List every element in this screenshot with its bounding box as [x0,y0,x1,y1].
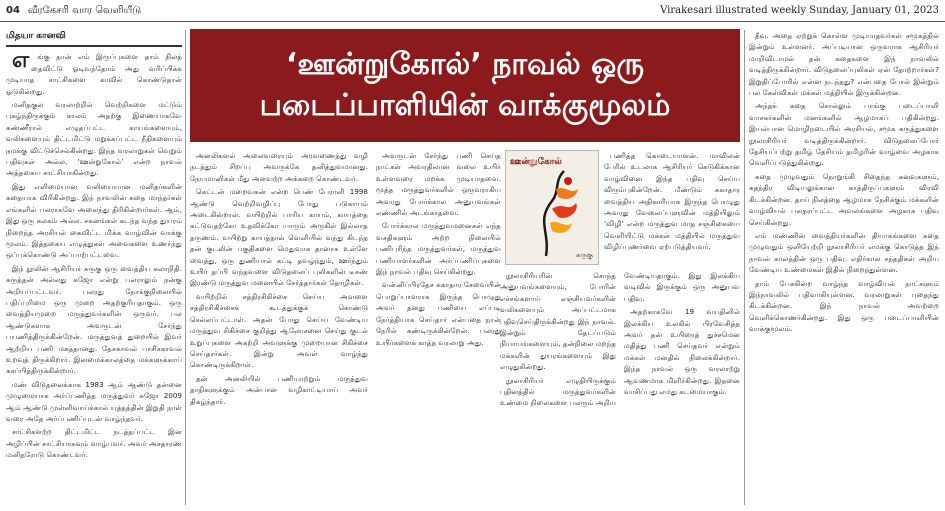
masthead-left [6,5,141,17]
column-divider [185,30,186,505]
masthead [0,0,945,22]
book-cover-title: ஊன்றுகோல் [510,157,562,167]
paragraph: போர்க்கால மருத்துவமனைகள் எந்த வசதிகளும் அற்ற நிலையில் பணிபுரிந்த மருத்துவர்கள், மருத்துவ பணியாளர்களின் அர்ப்பணிப்புகளை இந் நாவல் பதிவு செய்கின்றது. [376,221,501,277]
paragraph: அனலிகளல் அலைவரையும் அரவணைத்து வழி நடத்தும் சிறப்பு அவருக்கே தனித்துவமானது. நேயமானிகள் மீது அளவற்ற அக்கறை கொண்டவர். [190,151,368,183]
article-column-3 [376,150,501,505]
book-cover-image [505,150,599,265]
paragraph: சாட்சிகளற்ற திட்டமிட்ட நடத்தப்பட்ட இன அழிப்பின் சாட்சியாகவும் வாழ்பவர். அவர் அசதாரண மனிதரோடு கொண்டவர். [6,427,182,460]
article-column-1 [6,30,182,508]
paragraph: தன் அனலியில் பணியாற்றும் மருத்துவ தாதிகளுக்கும் அன்பான வழிகாட்டியாய் அவர் திகழ்ந்தார். [190,373,368,406]
paragraph: பணித்த கொடையாளன். மாவிலன் பேரில் உடலாக ஆசிரியர் கெடுகிக்கான வாழ்வினை இந்த பதிவு செய்ய விரும்புகின்றேன். மீண்டும் சுகாதார வைத்திய அதிகாரியாக இருந்த பொழுது அவரது வேலைப்பளுவின் மத்தியிலும் ‘விழி’ என்ற மருத்துவ மாத சஞ்சிகையை வெளியிட்டு மக்கள் மத்தியில் மருத்துவ விழிப்புணர்வை ஏற்படுத்தியவர். [604,151,740,252]
section-name: வீரகேசரி வார வெளியீடு [27,4,142,16]
byline: மிதயா கானவி [6,30,182,47]
article-column-4 [604,150,740,262]
paragraph: மண் விடுதலைக்காக 1983 ஆம் ஆண்டு தன்னை முழுமையாக அர்ப்பணித்த மருத்துவர் சுஜோ 2009 ஆம் ஆண்டு முள்ளிவாய்க்கால் யுத்தத்தின் இறுதி நாள் வரை அதே அர்ப்பணிப்புடன் வாழ்ந்தவர். [6,379,182,423]
paragraph: வயிற்றில் சத்திரசிகிச்சை செய்ய அவளை சத்திரசிகிச்சைக் கூடத்துக்குக் கொண்டு செல்லப்பட்டாள். அதன் போது செய்ய வேண்டிய மருத்துவ சிகிச்சை குறித்து ஆலோசனை செய்து குடல் உறுப்புகளை அகற்றி அவளுக்கு முறையான சிகிச்சை செய்தார்கள். இன்று அவள் வாழ்ந்து கொண்டிருக்கிறாள். [190,291,368,370]
article-column-5 [500,270,740,505]
headline-line-1: ‘ஊன்றுகோல்’ நாவல் ஒரு [285,46,645,82]
paragraph: தாம் பேசுகின்ற வாழ்ந்த வாழ்வியல் நாட்களும் இந்நாவலில் பதிவாகியுள்ளன. வரலாறுகள் புதைந்து கிடக்கின்றன. இந் நாவல் அவற்றை வெளிக்கொணர்கின்றது. இது ஒரு படைப்பாளியின் வாக்குமூலம். [749,278,939,334]
paragraph: ங்கு தான் எம் இருப்புகளை தாம் நிலத் தைவிட்டு ஓடிவந்தோம் அது வரிப்பிக்க முடியாத சாட்சிகளை காவில் கொண்டுதான் ஓடுகின்றது. [6,52,182,96]
paragraph: மனிதகுல வரலாற்றில் வெற்றிகளை மட்டும் புகழ்ந்திருக்கும் காலம் அதற்கு இணையாகவே கண்ணீரால் எழுதப்பட்ட காயங்களையும், வலிகளையும் திட்டமிட்டு மறுக்கப்பட்ட நீதிகளையும் நமக்கு விட்டுச்செல்கின்றது. இந்த வரலாறுகள் வெறும் பதிவுகள் அல்ல. ‘ஊன்றுகோல்’ என்ற நாவல் அத்தகைய சாட்சியாகின்றது. [6,100,182,178]
paragraph: இது எளிமையான வலியையான மனிதர்களின் கதையாக விரிகின்றது. இந் நாவலின் கதை மாந்தர்கள் எங்களில் பலராகவே அலைந்து திரிகின்றார்கள். ஆம், இது ஒரு கலகம் அல்ல. சகனங்கள் கடந்த வந்த துயரம் நிறைந்த அரசியல் கைவிட்ட மிக்க வாழ்வின் வாக்கு மூலம். இத்தகைய எழுத்துகள் அவைகளை உணர்ந்து ஒப்புக்கொண்டு அப்பாற்பட்டவை. [6,181,182,260]
dateline: Virakesari illustrated weekly Sunday, January 01, 2023 [660,5,939,16]
paragraph: வன்னிப்பிரதேச சுகாதார சேவையின் பொறுப்பாளராக இருந்த பொழுது அவர் தனது பணியை எப்படி நேர்த்தியாக செய்தார் என்பதை நான் நேரில் கண்டிருக்கின்றேன். பலரது உயிர்களைக் காத்த வரலாறு அது. [376,280,501,347]
page-number: 04 [6,5,20,16]
headline-banner [190,29,740,142]
book-cover-art [506,151,599,265]
paragraph: இந் நூலின் ஆசிரியர் கருகு ஒரு வைத்திய கலாநிதி. கருத்தன் அல்லது சுஜோ என்று பலராலும் நன்கு அறியப்பட்டவர். பலரது நோக்குநிலையில் பதிப்புரிமை ஒரு முறை அதற்குரியதாகும். ஒரு வைத்தியமுறை மருத்துவர்களின் ஒருவர். பல ஆண்டுகளாக அவருடன் சேர்ந்து பயணித்திருக்கின்றேன். மருத்துவத் துறையில் இவர் ஆற்றிய பணி மகத்தானது. தேசகாவல் பாசிசகாவல் உறவுத் திருக்கிறார். இனமைக்காலத்தை மக்களுக்காய் கசப்பித்திருக்கின்றார். [6,263,182,376]
paragraph: நூலாசிரியர் எழுதியிருக்கும் புதினத்தில் மருத்துவர்களின் உண்மை நிலைகளை பலரும் அறிய வேண்டியதாகும். இது இலக்கிய வடிவில் இருக்கும் ஒரு அனுபவ பதிவு. [500,271,740,408]
article-column-6 [749,30,939,508]
paragraph: தீவு. அதை ஏற்றுக் கொள்ள முடியாதவர்கள் சமூகத்தில் இன்றும் உள்ளனர். அப்படியான ஒருவராக ஆசிரியர் மாறிவிடாமல் தன் கதைகளை இந் நாவலில் வடித்திருக்கின்றார். விடுதலைப்புலிகள் ஏன் தோற்றார்கள்? இறுதிப்போரில் என்ன நடந்தது? என்பதை போல் இன்றும் பல கேள்விகள் மக்கள் மத்தியில் இருக்கின்றன. [749,31,939,98]
paragraph: கெட்டன் மறைவகன் என்ற பெண் பேராளி 1998 ஆண்டு வெற்றிவழிப்பு போது படுகாயம் அடைகின்றாள். வயிற்றில் பாரிய காயம், காயத்தை கட்டுவதற்கோ உதவிக்கோ யாரும் அருகில் இல்லாத தருணம். வயிற்று காயத்தால் வெளியில் வந்து கிடந்த தன் குடலின் பகுதிகளை மெதுவாக தானாக உள்ளே வைத்து, ஒரு துணியால் கட்டி தவழ்ந்தும், ஊர்ந்தும் உயிர் தப்பி வந்தவளை விடுதலைப் புலிகளின் டீசண் இரண்டு மருத்துவ மனையில் சேர்த்தார்கள் தோழிகள். [190,187,368,288]
paragraph: அதற்காகவே 19 வயதினில் இலக்கிய உலகில் பிரவேசித்த அவர் தன் உயிரைத் துச்சமென மதித்து பணி செய்தவர் என்றும் மக்கள் மனதில் நிலைக்கின்றார். இந்த நாவல் ஒரு வரலாற்று ஆவணமாக மிளிர்கின்றது. இதனை வாசிப்பது எமது கடமையாகும். [624,307,740,397]
column-divider [744,30,745,505]
paragraph: நூலாசிரியரின் சொந்த அனுபவங்களையும், போரின் எச்சங்களாய் எஞ்சியவர்களின் வலிகளையும் அப்பட்டமாக பதிவுசெய்திருக்கின்றது இந் நாவல். இன்றும் தேடப்படும் நியாயங்களையும், தன்நிலை மறந்த மக்களின் துயரங்களையும் இது எழுதுகின்றது. [500,271,616,372]
paragraph: எம் மண்ணின் வைத்தியர்களின் தியாகங்களை கதை முழுவதும் ஒளியேற்றி நூலாசிரியர் எமக்கு கொடுத்த இந் நாவல் காலத்தின் ஒரு பதிவு. எதிர்கால சந்ததிகள் அறிய வேண்டிய உண்மைகள் இதில் நிறைந்துள்ளன. [749,230,939,275]
paragraph: அந்தக் கதை சொல்லும் பாங்கு படைப்பாளி வாசகர்களின் மனங்களில் ஆழமாகப் பதிகின்றது. இயல்பான மொழிநடையில் அரசியல், சமூக கருத்துகளை நூலாசிரியர் வடித்திருக்கின்றார். விடுதலைப்போர் தேசியப்பற்று தமிழ் தேசியம் தமிழரின் வாழ்வை அழகாக வெளிப்படுத்துகின்றது. [749,101,939,168]
book-cover-author: கருகு [575,251,593,259]
article-column-2 [190,150,368,505]
paragraph: கதை முழுவதும் நொறுங்கி சிதைந்த கனவுகளும், சுதந்திர விடியலுக்கான காத்திருப்புகளும் விரவி கிடக்கின்றன. தாய் நிலத்தை ஆழமாக நேசிக்கும் மக்களின் வாழ்வியல் பலதரப்பட்ட அவலங்களை அழகாக பதிவு செய்கின்றது. [749,171,939,227]
paragraph: அவருடன் சேர்ந்து பணி செய்த நாட்கள் அவரதிலான வலை உயிர் உள்ளவரை மறக்க முடியாதவை. மூத்த மருத்துவர்களில் ஒருவராகிய அவரது போர்க்கால அனுபவங்கள் எண்ணில் அடங்காதவை. [376,151,501,218]
headline-line-2: படைப்பாளியின் வாக்குமூலம் [259,87,671,123]
dropcap: எ [12,48,30,74]
